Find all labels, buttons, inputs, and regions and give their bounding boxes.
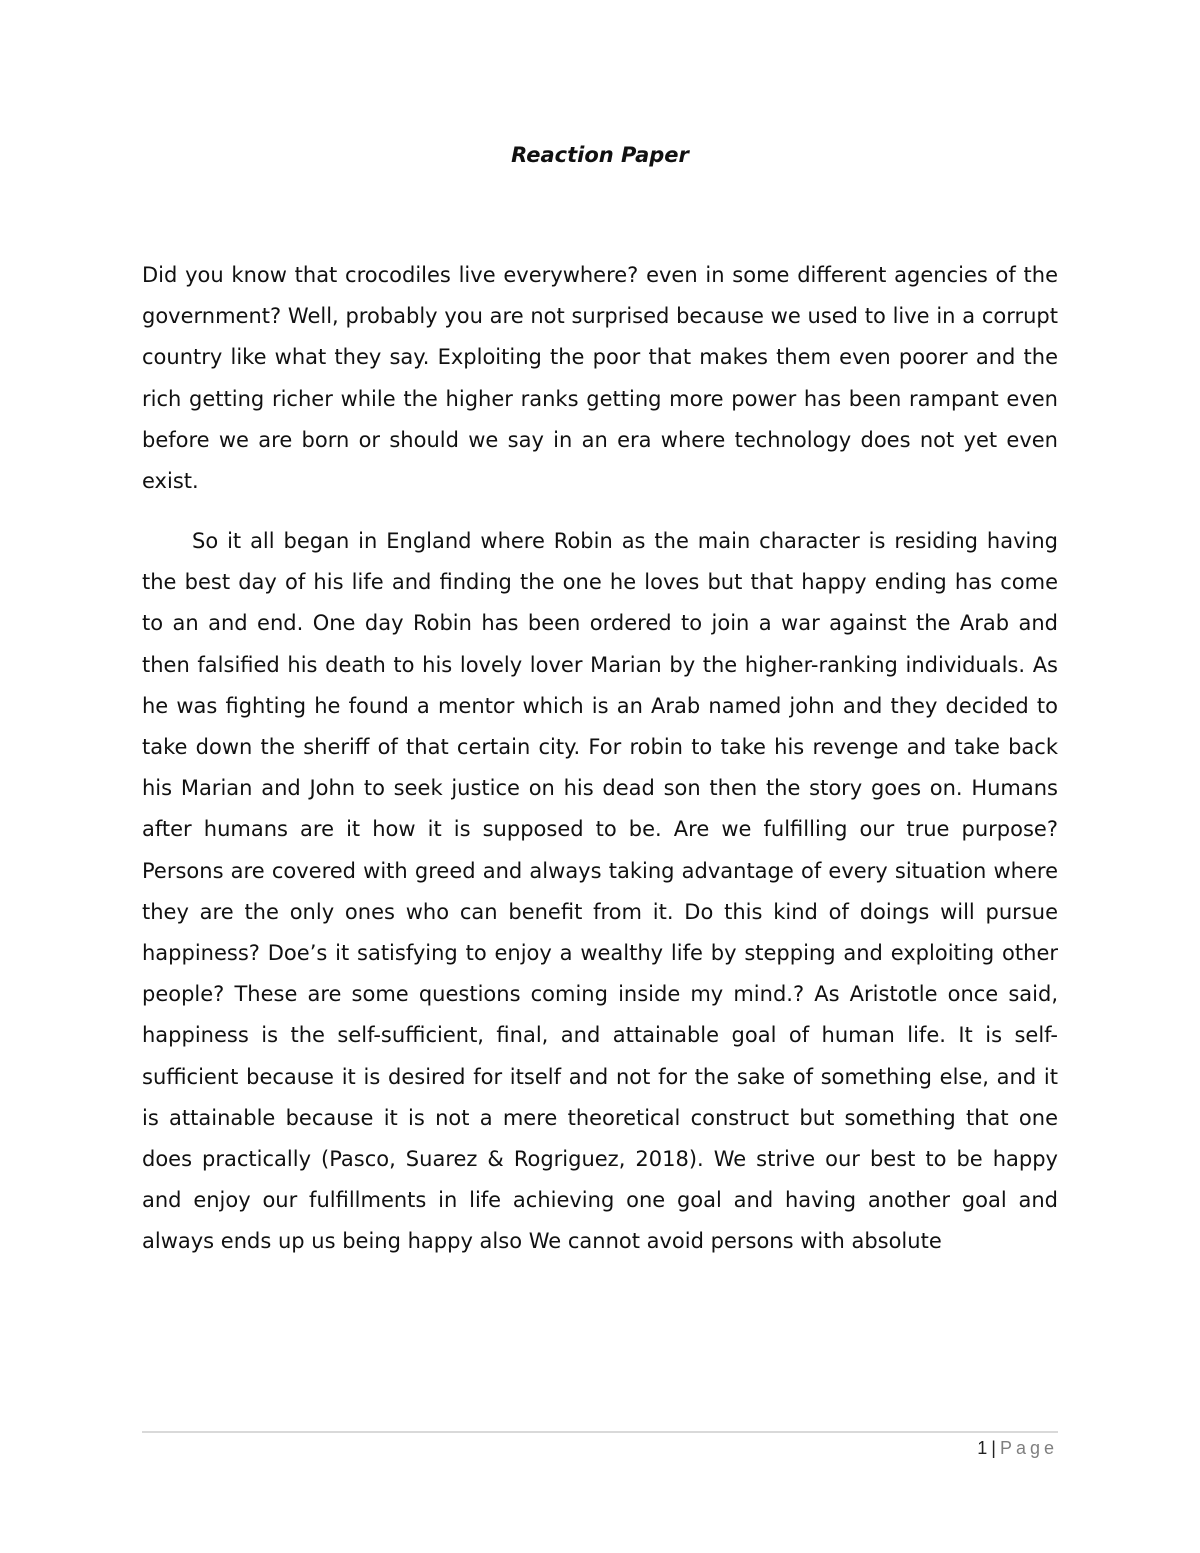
page-label: Page <box>999 1438 1058 1458</box>
paragraph-intro: Did you know that crocodiles live everywhere? even in some different agencies of the government? Well, probably you are not surprised because we used to live in a corrupt country like what they say. Exploiting the poor that makes them even poorer and the rich getting richer while the higher ranks getting more power has been rampant even before we are born or should we say in an era where technology does not yet even exist. <box>142 263 1058 494</box>
page-footer <box>142 1436 1058 1460</box>
footer-divider <box>142 1431 1058 1433</box>
page-number: 1 <box>977 1438 988 1458</box>
paragraph-main: So it all began in England where Robin as the main character is residing having the best day of his life and finding the one he loves but that happy ending has come to an and end. One day Robin has been ordered to join a war against the Arab and then falsified his death to his lovely lover Marian by the higher-ranking individuals. As he was fighting he found a mentor which is an Arab named john and they decided to take down the sheriff of that certain city. For robin to take his revenge and take back his Marian and John to seek justice on his dead son then the story goes on. Humans after humans are it how it is supposed to be. Are we fulfilling our true purpose? Persons are covered with greed and always taking advantage of every situation where they are the only ones who can benefit from it. Do this kind of doings will pursue happiness? Doe’s it satisfying to enjoy a wealthy life by stepping and exploiting other people? These are some questions coming inside my mind.? As Aristotle once said, happiness is the self-sufficient, final, and attainable goal of human life. It is self-sufficient because it is desired for itself and not for the sake of something else, and it is attainable because it is not a mere theoretical construct but something that one does practically (Pasco, Suarez & Rogriguez, 2018). We strive our best to be happy and enjoy our fulfillments in life achieving one goal and having another goal and always ends up us being happy also We cannot avoid persons with absolute <box>142 529 1058 1254</box>
document-title: Reaction Paper <box>511 143 689 167</box>
footer-separator: | <box>991 1438 996 1458</box>
